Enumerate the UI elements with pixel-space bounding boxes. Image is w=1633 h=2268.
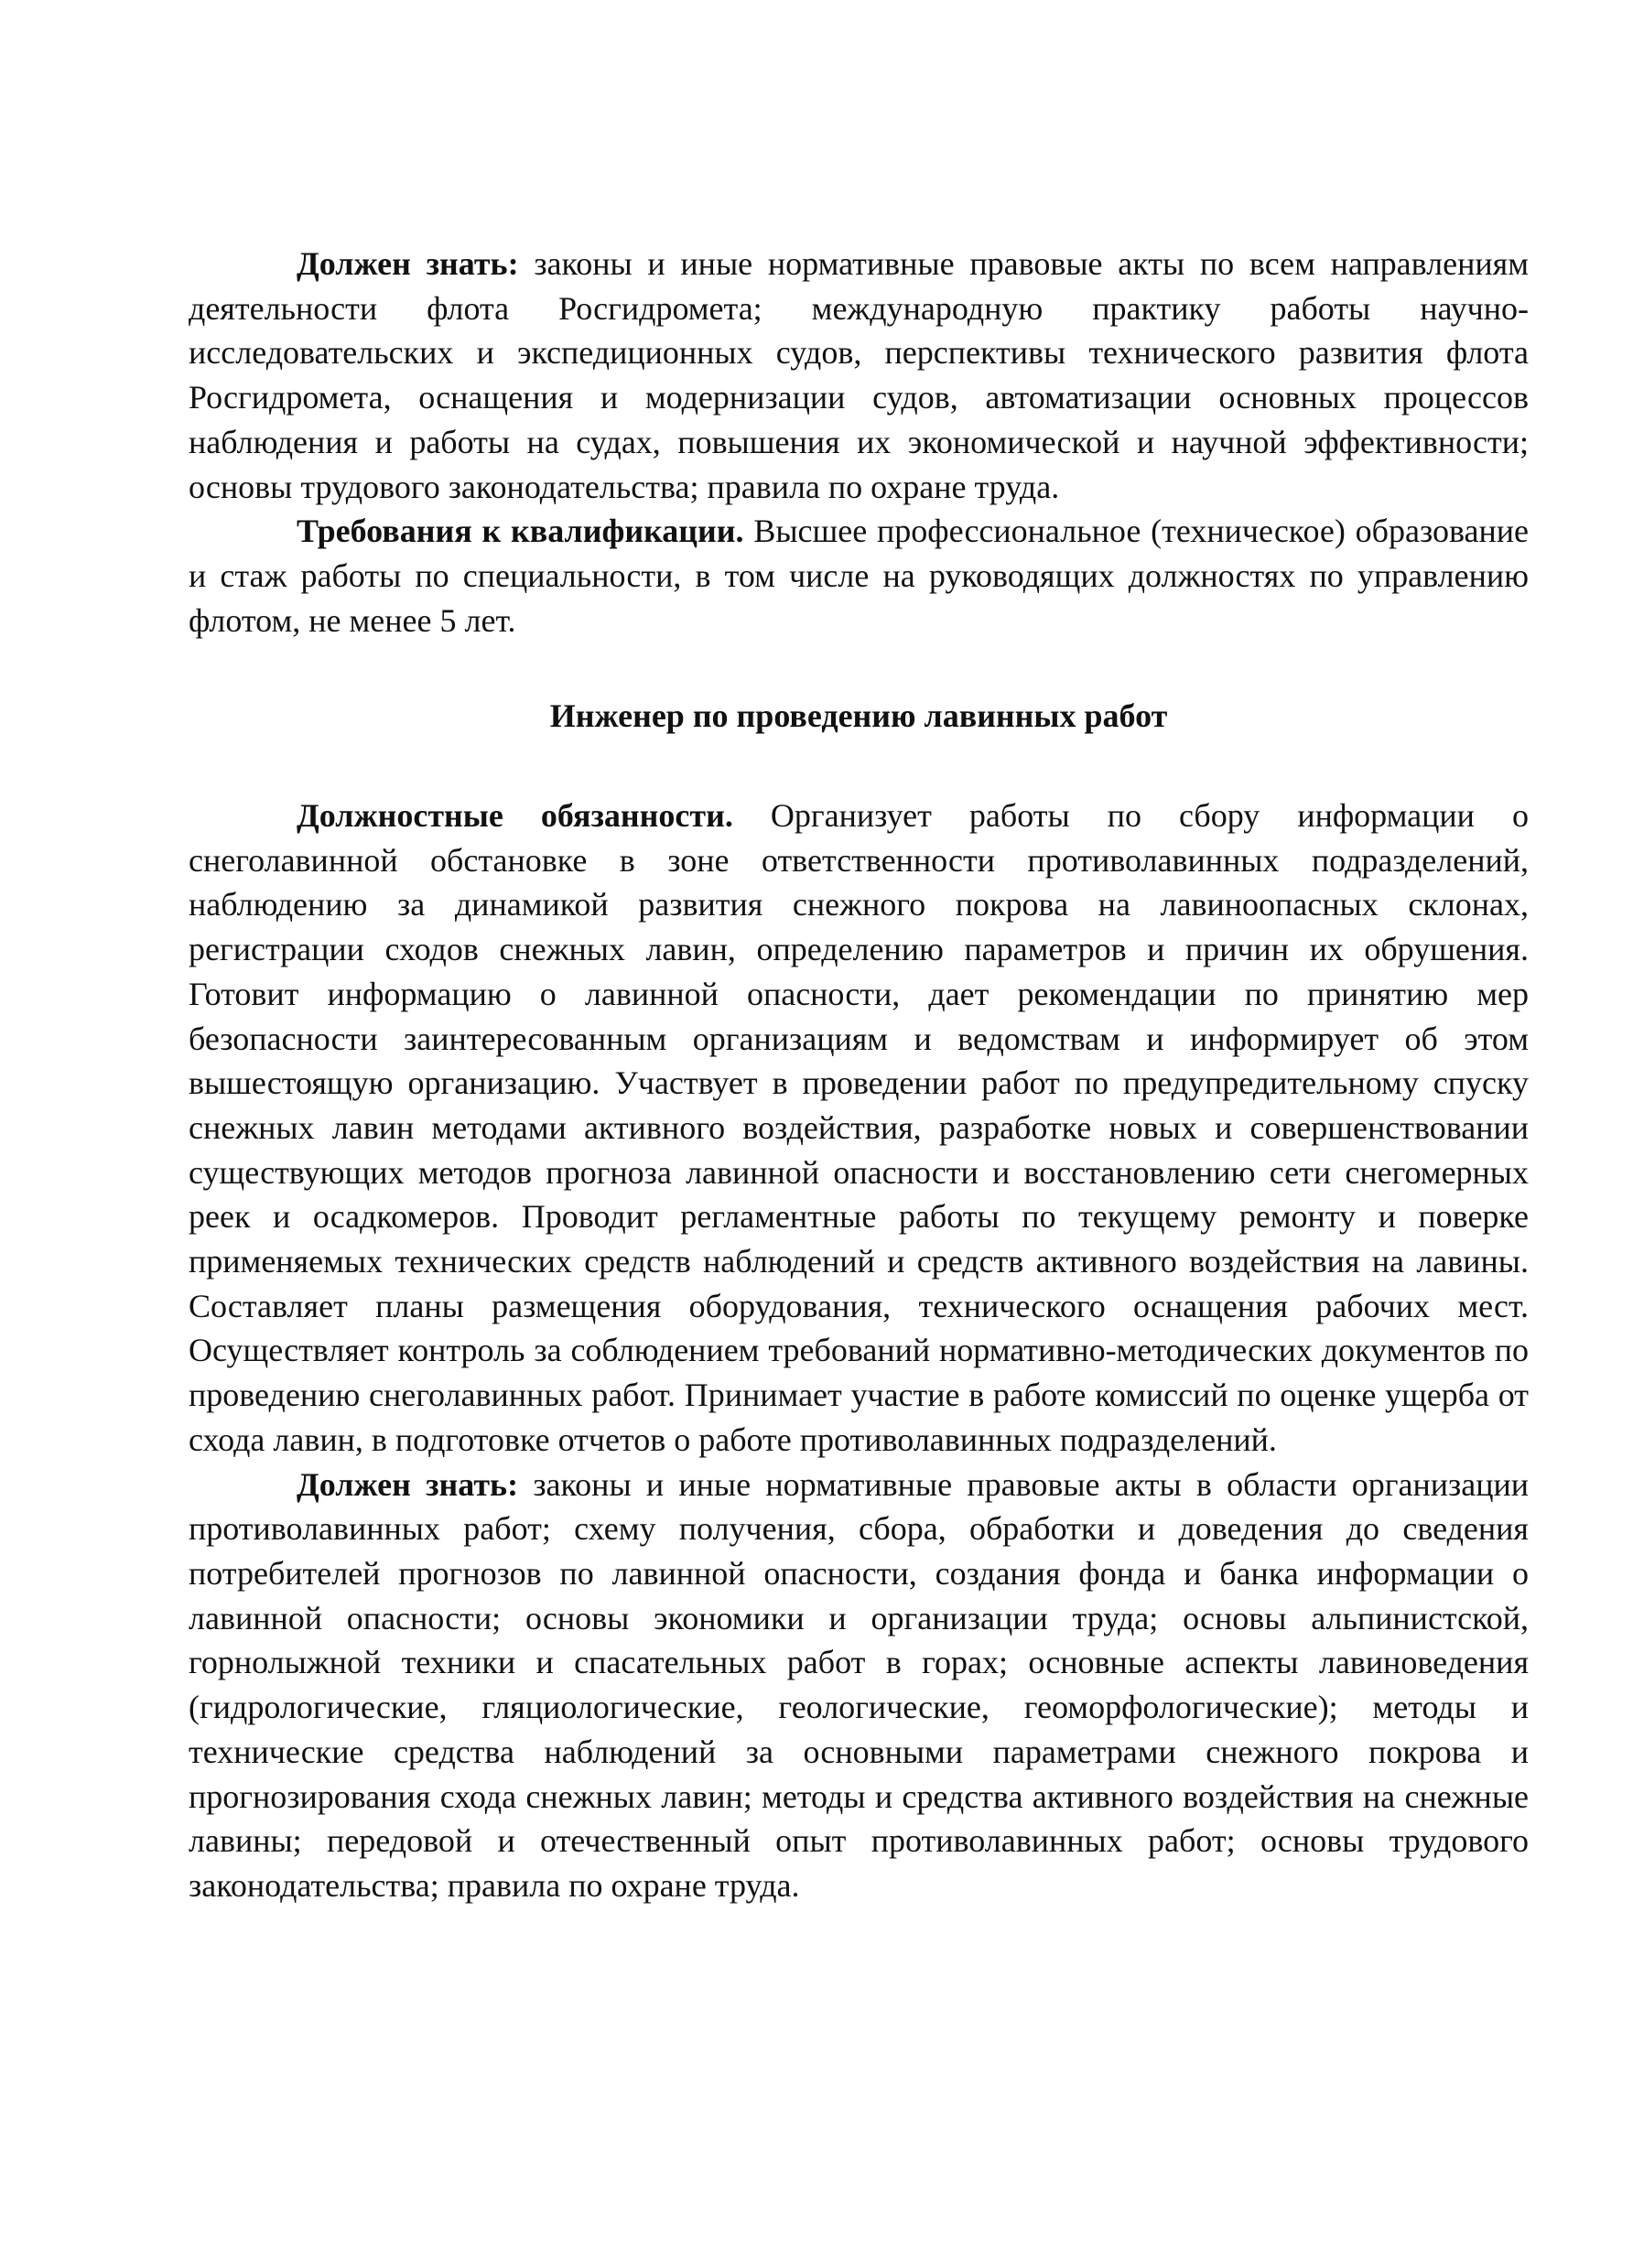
paragraph-text: законы и иные нормативные правовые акты в области организации противолавинных работ; схему получения, сбора, обработки и доведения до сведения потребителей прогнозов по лавинной опасности, создания фонда и банка информации о лавинной опасности; основы экономики и организации труда; основы альпинистской, горнолыжной техники и спасательных работ в горах; основные аспекты лавиноведения (гидрологические, гляциологические, геологические, геоморфологические); методы и технические средства наблюдений за основными параметрами снежного покрова и прогнозирования схода снежных лавин; методы и средства активного воздействия на снежные лавины; передовой и отечественный опыт противолавинных работ; основы трудового законодательства; правила по охране труда.	[189, 1465, 1529, 1904]
must-know-paragraph-2	[189, 1463, 1529, 1908]
paragraph-text: Высшее профессиональное (техническое) образование и стаж работы по специальности, в том числе на руководящих должностях по управлению флотом, не менее 5 лет.	[189, 513, 1529, 639]
duties-paragraph	[189, 794, 1529, 1463]
document-body	[189, 242, 1529, 1908]
must-know-paragraph	[189, 242, 1529, 509]
paragraph-text: законы и иные нормативные правовые акты по всем направлениям деятельности флота Росгидромета; международную практику работы научно-исследовательских и экспедиционных судов, перспективы технического развития флота Росгидромета, оснащения и модернизации судов, автоматизации основных процессов наблюдения и работы на судах, повышения их экономической и научной эффективности; основы трудового законодательства; правила по охране труда.	[189, 245, 1529, 505]
paragraph-lead: Должностные обязанности.	[297, 797, 733, 835]
qualification-paragraph	[189, 509, 1529, 643]
paragraph-text: Организует работы по сбору информации о снеголавинной обстановке в зоне ответственности противолавинных подразделений, наблюдению за динамикой развития снежного покрова на лавиноопасных склонах, регистрации сходов снежных лавин, определению параметров и причин их обрушения. Готовит информацию о лавинной опасности, дает рекомендации по принятию мер безопасности заинтересованным организациям и ведомствам и информирует об этом вышестоящую организацию. Участвует в проведении работ по предупредительному спуску снежных лавин методами активного воздействия, разработке новых и совершенствовании существующих методов прогноза лавинной опасности и восстановлению сети снегомерных реек и осадкомеров. Проводит регламентные работы по текущему ремонту и поверке применяемых технических средств наблюдений и средств активного воздействия на лавины. Составляет планы размещения оборудования, технического оснащения рабочих мест. Осуществляет контроль за соблюдением требований нормативно-методических документов по проведению снеголавинных работ. Принимает участие в работе комиссий по оценке ущерба от схода лавин, в подготовке отчетов о работе противолавинных подразделений.	[189, 797, 1529, 1458]
paragraph-lead: Должен знать:	[297, 1465, 519, 1503]
section-title: Инженер по проведению лавинных работ	[549, 697, 1168, 735]
paragraph-lead: Требования к квалификации.	[297, 513, 744, 550]
paragraph-lead: Должен знать:	[297, 245, 519, 282]
